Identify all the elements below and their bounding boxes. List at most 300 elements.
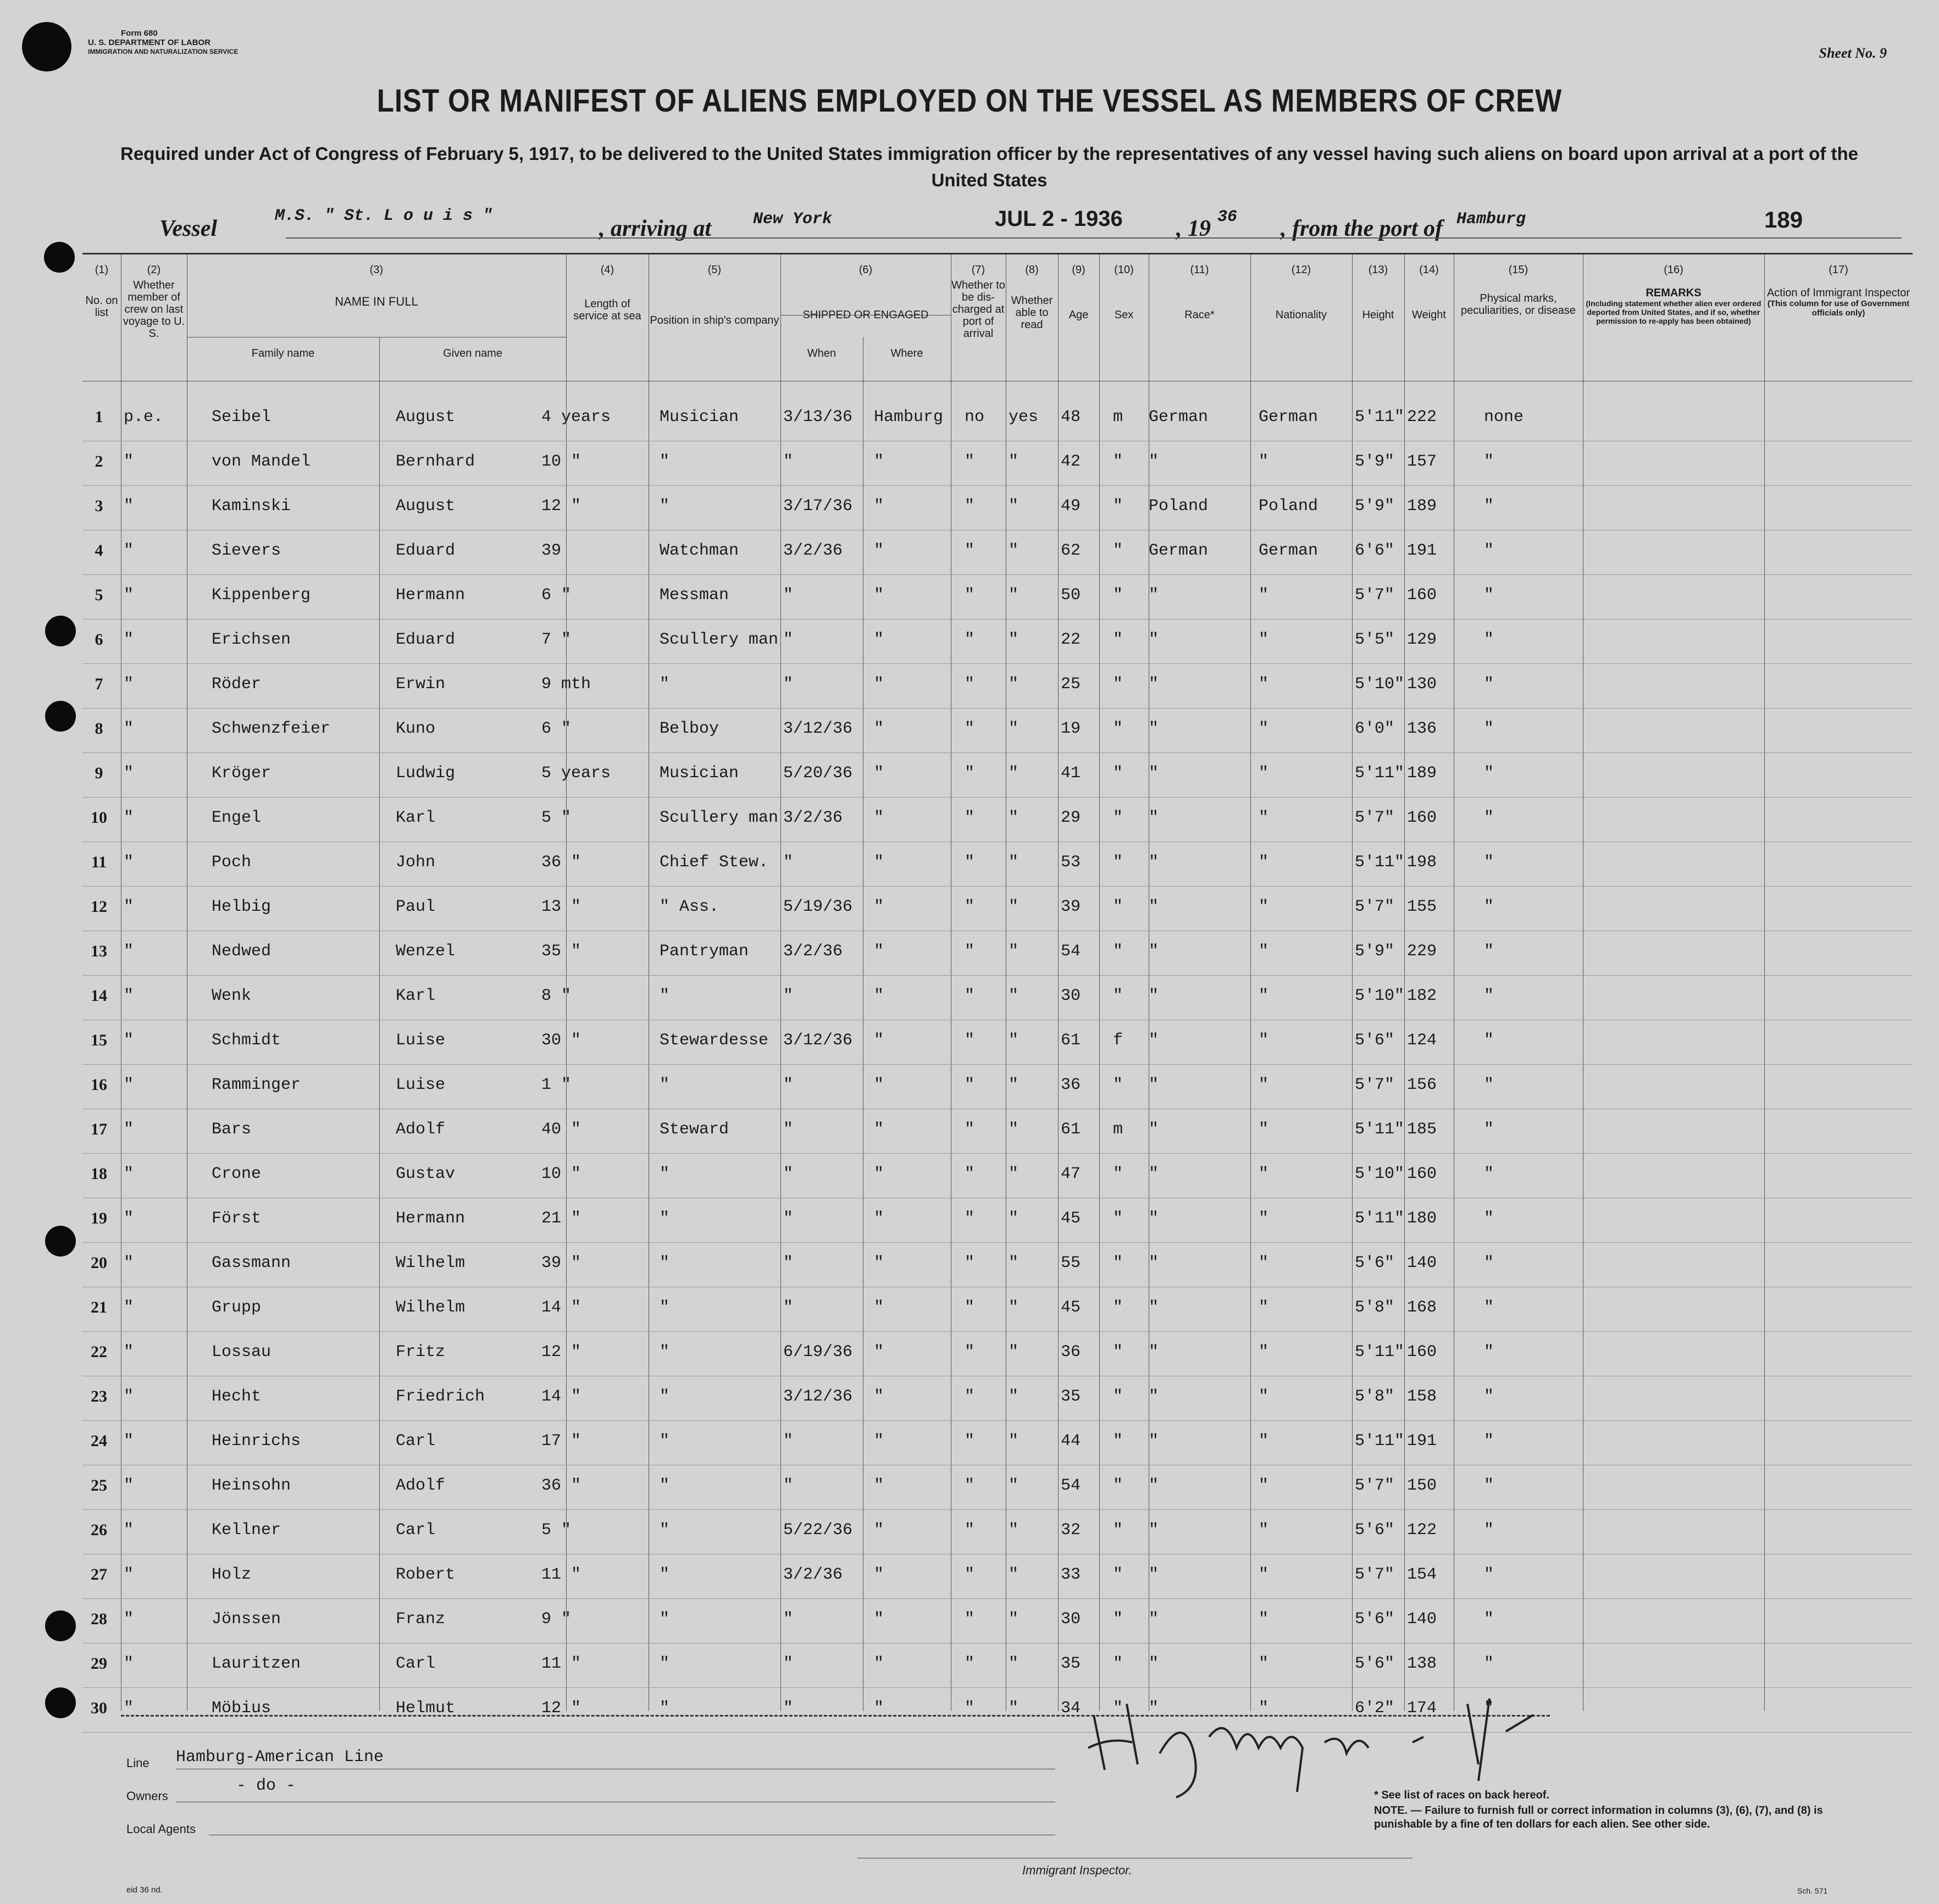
cell-age: 35 [1061, 1654, 1081, 1673]
table-row [82, 930, 1913, 976]
cell-position: Musician [660, 408, 739, 427]
cell-physical-marks: " [1484, 675, 1494, 694]
cell-height: 5'6" [1355, 1031, 1395, 1050]
cell-physical-marks: " [1484, 1387, 1494, 1406]
row-number: 4 [95, 541, 103, 560]
schedule-code: Sch. 571 [1797, 1886, 1828, 1895]
cell-prev-voyage: " [124, 1654, 134, 1673]
cell-discharged: " [965, 987, 975, 1005]
cell-physical-marks: " [1484, 942, 1494, 961]
cell-discharged: " [965, 1343, 975, 1361]
cell-position: Scullery man [660, 809, 779, 827]
cell-sex: " [1113, 853, 1123, 872]
penalty-note: NOTE. — Failure to furnish full or correct information in columns (3), (6), (7), and (8) is punishable by a fine of ten dollars for each alien. See other side. [1374, 1805, 1823, 1830]
cell-shipped-when: " [783, 1076, 794, 1094]
table-row [82, 1464, 1913, 1510]
cell-shipped-when: " [783, 586, 794, 605]
cell-shipped-when: " [783, 1165, 794, 1183]
cell-service-length: 12 " [541, 1343, 581, 1361]
cell-able-to-read: " [1009, 1476, 1019, 1495]
col-header-11: (11) Race* [1184, 264, 1215, 321]
cell-height: 5'6" [1355, 1610, 1395, 1629]
cell-sex: " [1113, 1610, 1123, 1629]
cell-discharged: " [965, 1031, 975, 1050]
cell-position: Messman [660, 586, 729, 605]
cell-discharged: " [965, 1209, 975, 1228]
table-row [82, 841, 1913, 887]
cell-height: 5'7" [1355, 1565, 1395, 1584]
cell-weight: 157 [1407, 452, 1437, 471]
cell-prev-voyage: " [124, 1076, 134, 1094]
cell-prev-voyage: " [124, 764, 134, 783]
cell-height: 5'8" [1355, 1298, 1395, 1317]
cell-discharged: " [965, 452, 975, 471]
col-header-3: (3) NAME IN FULL [335, 264, 418, 308]
cell-given-name: Ludwig [396, 764, 456, 783]
table-row [82, 1197, 1913, 1243]
cell-discharged: " [965, 1476, 975, 1495]
form-number: Form 680 [121, 29, 158, 38]
cell-height: 5'6" [1355, 1654, 1395, 1673]
cell-family-name: Hecht [212, 1387, 262, 1406]
cell-service-length: 9 " [541, 1610, 572, 1629]
cell-weight: 150 [1407, 1476, 1437, 1495]
cell-physical-marks: " [1484, 586, 1494, 605]
cell-family-name: Jönssen [212, 1610, 281, 1629]
subtitle: Required under Act of Congress of February 5, 1917, to be delivered to the United States immigration officer by the representatives of any vessel having such aliens on board upon arrival at a port of the United States [120, 143, 1858, 190]
cell-discharged: " [965, 1254, 975, 1272]
cell-position: " [660, 1476, 670, 1495]
cell-nationality: " [1259, 1432, 1269, 1451]
cell-sex: " [1113, 1076, 1123, 1094]
cell-race: " [1149, 809, 1159, 827]
cell-nationality: " [1259, 1209, 1269, 1228]
arrival-date-stamp: JUL 2 - 1936 [995, 207, 1123, 231]
cell-age: 39 [1061, 898, 1081, 916]
cell-family-name: Lauritzen [212, 1654, 301, 1673]
cell-height: 5'7" [1355, 1076, 1395, 1094]
cell-weight: 189 [1407, 497, 1437, 516]
cell-service-length: 36 " [541, 1476, 581, 1495]
punch-hole [44, 242, 75, 273]
cell-nationality: " [1259, 1254, 1269, 1272]
cell-shipped-where: " [874, 719, 884, 738]
cell-position: " [660, 1610, 670, 1629]
cell-prev-voyage: " [124, 1120, 134, 1139]
cell-age: 61 [1061, 1120, 1081, 1139]
table-row [82, 885, 1913, 931]
cell-height: 5'7" [1355, 809, 1395, 827]
cell-nationality: " [1259, 898, 1269, 916]
row-number: 27 [91, 1565, 107, 1584]
cell-family-name: Holz [212, 1565, 252, 1584]
cell-given-name: Eduard [396, 630, 456, 649]
cell-discharged: " [965, 586, 975, 605]
cell-age: 53 [1061, 853, 1081, 872]
cell-race: " [1149, 675, 1159, 694]
cell-service-length: 40 " [541, 1120, 581, 1139]
cell-given-name: Erwin [396, 675, 446, 694]
cell-position: " [660, 1254, 670, 1272]
cell-physical-marks: " [1484, 1654, 1494, 1673]
table-row [82, 485, 1913, 530]
cell-given-name: John [396, 853, 436, 872]
row-number: 1 [95, 408, 103, 426]
cell-service-length: 5 years [541, 764, 611, 783]
cell-sex: " [1113, 1209, 1123, 1228]
cell-shipped-when: 3/2/36 [783, 541, 843, 560]
cell-prev-voyage: " [124, 497, 134, 516]
cell-service-length: 5 " [541, 809, 572, 827]
cell-service-length: 11 " [541, 1565, 581, 1584]
cell-weight: 154 [1407, 1565, 1437, 1584]
cell-race: " [1149, 1387, 1159, 1406]
cell-prev-voyage: " [124, 809, 134, 827]
cell-given-name: Eduard [396, 541, 456, 560]
cell-race: " [1149, 1610, 1159, 1629]
cell-age: 62 [1061, 541, 1081, 560]
cell-position: " [660, 1387, 670, 1406]
cell-shipped-when: 3/13/36 [783, 408, 853, 427]
cell-service-length: 39 " [541, 1254, 581, 1272]
cell-race: " [1149, 452, 1159, 471]
cell-service-length: 11 " [541, 1654, 581, 1673]
cell-discharged: " [965, 1521, 975, 1540]
cell-shipped-when: 3/12/36 [783, 1387, 853, 1406]
row-number: 24 [91, 1432, 107, 1450]
cell-prev-voyage: " [124, 452, 134, 471]
cell-given-name: Robert [396, 1565, 456, 1584]
cell-nationality: " [1259, 1654, 1269, 1673]
cell-shipped-when: " [783, 1120, 794, 1139]
cell-physical-marks: " [1484, 1699, 1494, 1718]
cell-sex: " [1113, 630, 1123, 649]
cell-service-length: 14 " [541, 1387, 581, 1406]
cell-age: 30 [1061, 1610, 1081, 1629]
cell-nationality: German [1259, 408, 1318, 427]
cell-service-length: 17 " [541, 1432, 581, 1451]
cell-sex: " [1113, 675, 1123, 694]
table-row [82, 1331, 1913, 1376]
cell-height: 5'11" [1355, 1343, 1405, 1361]
cell-height: 5'11" [1355, 1120, 1405, 1139]
year-label: , 19 [1176, 216, 1211, 241]
row-number: 28 [91, 1610, 107, 1628]
cell-family-name: Helbig [212, 898, 272, 916]
col-header-3a: Family name [251, 347, 315, 359]
col-header-1: (1) No. on list [85, 264, 118, 319]
table-row [82, 1064, 1913, 1109]
table-row [82, 752, 1913, 798]
vessel-line [159, 204, 1808, 241]
cell-shipped-when: " [783, 452, 794, 471]
cell-given-name: August [396, 497, 456, 516]
cell-able-to-read: " [1009, 1565, 1019, 1584]
cell-family-name: Kellner [212, 1521, 281, 1540]
cell-weight: 191 [1407, 1432, 1437, 1451]
cell-given-name: Wilhelm [396, 1254, 466, 1272]
cell-age: 30 [1061, 987, 1081, 1005]
cell-service-length: 36 " [541, 853, 581, 872]
cell-shipped-when: 5/20/36 [783, 764, 853, 783]
cell-shipped-where: " [874, 452, 884, 471]
row-number: 26 [91, 1521, 107, 1539]
cell-sex: " [1113, 1254, 1123, 1272]
cell-discharged: " [965, 1699, 975, 1718]
col-header-7: (7) Whether to be dis-charged at port of arrival [951, 264, 1005, 340]
cell-discharged: " [965, 497, 975, 516]
cell-able-to-read: " [1009, 987, 1019, 1005]
cell-family-name: Poch [212, 853, 252, 872]
cell-shipped-where: " [874, 1387, 884, 1406]
cell-nationality: " [1259, 1120, 1269, 1139]
cell-service-length: 8 " [541, 987, 572, 1005]
table-row [82, 574, 1913, 619]
cell-nationality: Poland [1259, 497, 1318, 516]
cell-shipped-when: " [783, 630, 794, 649]
cell-sex: " [1113, 1699, 1123, 1718]
col-header-16: (16) REMARKS (Including statement whether alien ever ordered deported from United States, and if so, whether permission to re-apply has been obtained) [1586, 264, 1761, 325]
cell-weight: 136 [1407, 719, 1437, 738]
cell-race: " [1149, 1120, 1159, 1139]
cell-prev-voyage: " [124, 1476, 134, 1495]
cell-able-to-read: " [1009, 764, 1019, 783]
cell-position: " [660, 987, 670, 1005]
cell-prev-voyage: " [124, 1031, 134, 1050]
cell-service-length: 30 " [541, 1031, 581, 1050]
cell-physical-marks: " [1484, 1209, 1494, 1228]
cell-given-name: Carl [396, 1432, 436, 1451]
cell-service-length: 10 " [541, 1165, 581, 1183]
cell-nationality: " [1259, 1031, 1269, 1050]
cell-position: " [660, 1343, 670, 1361]
cell-weight: 191 [1407, 541, 1437, 560]
cell-sex: " [1113, 1476, 1123, 1495]
table-row [82, 440, 1913, 486]
cell-race: " [1149, 1343, 1159, 1361]
cell-shipped-when: 3/17/36 [783, 497, 853, 516]
cell-prev-voyage: " [124, 719, 134, 738]
owners-label: Owners [126, 1789, 168, 1803]
cell-discharged: " [965, 1387, 975, 1406]
cell-position: " [660, 1521, 670, 1540]
cell-physical-marks: " [1484, 497, 1494, 516]
cell-prev-voyage: " [124, 1699, 134, 1718]
cell-able-to-read: " [1009, 1254, 1019, 1272]
cell-family-name: Kippenberg [212, 586, 311, 605]
cell-race: " [1149, 1565, 1159, 1584]
cell-physical-marks: " [1484, 1120, 1494, 1139]
cell-sex: " [1113, 1432, 1123, 1451]
cell-position: " [660, 1298, 670, 1317]
cell-given-name: Friedrich [396, 1387, 485, 1406]
cell-service-length: 14 " [541, 1298, 581, 1317]
row-number: 16 [91, 1076, 107, 1094]
cell-weight: 160 [1407, 1165, 1437, 1183]
cell-service-length: 12 " [541, 1699, 581, 1718]
cell-given-name: Franz [396, 1610, 446, 1629]
cell-discharged: " [965, 1120, 975, 1139]
cell-physical-marks: " [1484, 1565, 1494, 1584]
cell-weight: 168 [1407, 1298, 1437, 1317]
cell-position: " [660, 452, 670, 471]
cell-able-to-read: " [1009, 1343, 1019, 1361]
table-row [82, 529, 1913, 575]
cell-given-name: Wenzel [396, 942, 456, 961]
col-header-5: (5) Position in ship's company [650, 264, 779, 326]
cell-prev-voyage: p.e. [124, 408, 164, 427]
cell-sex: " [1113, 1387, 1123, 1406]
cell-race: " [1149, 898, 1159, 916]
cell-prev-voyage: " [124, 1254, 134, 1272]
cell-sex: " [1113, 942, 1123, 961]
page-title: LIST OR MANIFEST OF ALIENS EMPLOYED ON THE VESSEL AS MEMBERS OF CREW [376, 83, 1563, 119]
cell-able-to-read: " [1009, 1120, 1019, 1139]
cell-age: 36 [1061, 1076, 1081, 1094]
cell-discharged: " [965, 809, 975, 827]
cell-family-name: Engel [212, 809, 262, 827]
cell-shipped-when: " [783, 853, 794, 872]
cell-race: " [1149, 1209, 1159, 1228]
cell-weight: 130 [1407, 675, 1437, 694]
col-header-14: (14) Weight [1412, 264, 1446, 321]
cell-weight: 180 [1407, 1209, 1437, 1228]
cell-sex: " [1113, 987, 1123, 1005]
cell-prev-voyage: " [124, 1165, 134, 1183]
cell-family-name: Nedwed [212, 942, 272, 961]
cell-weight: 156 [1407, 1076, 1437, 1094]
cell-nationality: " [1259, 1699, 1269, 1718]
cell-height: 5'9" [1355, 452, 1395, 471]
cell-discharged: " [965, 853, 975, 872]
punch-hole [45, 1610, 76, 1641]
cell-sex: " [1113, 541, 1123, 560]
cell-able-to-read: " [1009, 1654, 1019, 1673]
cell-height: 5'7" [1355, 898, 1395, 916]
cell-nationality: " [1259, 675, 1269, 694]
cell-nationality: " [1259, 1343, 1269, 1361]
cell-physical-marks: " [1484, 809, 1494, 827]
cell-physical-marks: " [1484, 1165, 1494, 1183]
row-number: 23 [91, 1387, 107, 1405]
row-number: 2 [95, 452, 103, 471]
cell-nationality: " [1259, 764, 1269, 783]
cell-prev-voyage: " [124, 1432, 134, 1451]
cell-shipped-where: " [874, 1120, 884, 1139]
cell-prev-voyage: " [124, 675, 134, 694]
cell-discharged: " [965, 764, 975, 783]
cell-sex: " [1113, 898, 1123, 916]
cell-race: " [1149, 1699, 1159, 1718]
cell-discharged: no [965, 408, 985, 427]
cell-sex: " [1113, 586, 1123, 605]
cell-service-length: 10 " [541, 452, 581, 471]
cell-shipped-when: " [783, 1610, 794, 1629]
cell-able-to-read: " [1009, 1031, 1019, 1050]
cell-shipped-where: Hamburg [874, 408, 944, 427]
cell-weight: 198 [1407, 853, 1437, 872]
cell-position: " [660, 1654, 670, 1673]
cell-age: 54 [1061, 1476, 1081, 1495]
cell-service-length: 13 " [541, 898, 581, 916]
row-number: 17 [91, 1120, 107, 1138]
cell-race: " [1149, 1165, 1159, 1183]
cell-race: " [1149, 764, 1159, 783]
cell-height: 5'10" [1355, 987, 1405, 1005]
cell-given-name: Luise [396, 1076, 446, 1094]
cell-sex: f [1113, 1031, 1123, 1050]
row-number: 15 [91, 1031, 107, 1049]
cell-able-to-read: " [1009, 1432, 1019, 1451]
cell-shipped-where: " [874, 898, 884, 916]
table-row [82, 1286, 1913, 1332]
cell-position: Musician [660, 764, 739, 783]
row-number: 25 [91, 1476, 107, 1495]
cell-able-to-read: " [1009, 1209, 1019, 1228]
cell-race: German [1149, 408, 1209, 427]
cell-nationality: " [1259, 1076, 1269, 1094]
cell-shipped-where: " [874, 987, 884, 1005]
cell-age: 25 [1061, 675, 1081, 694]
cell-shipped-when: 5/22/36 [783, 1521, 853, 1540]
cell-height: 5'8" [1355, 1387, 1395, 1406]
cell-discharged: " [965, 675, 975, 694]
punch-hole [45, 1687, 76, 1718]
cell-weight: 124 [1407, 1031, 1437, 1050]
cell-physical-marks: " [1484, 1298, 1494, 1317]
table-row [82, 663, 1913, 709]
cell-race: " [1149, 1432, 1159, 1451]
cell-discharged: " [965, 1565, 975, 1584]
cell-physical-marks: " [1484, 1521, 1494, 1540]
cell-physical-marks: " [1484, 1343, 1494, 1361]
row-number: 9 [95, 764, 103, 782]
cell-age: 34 [1061, 1699, 1081, 1718]
cell-weight: 160 [1407, 1343, 1437, 1361]
cell-race: " [1149, 1298, 1159, 1317]
cell-weight: 158 [1407, 1387, 1437, 1406]
table-row [82, 1019, 1913, 1065]
cell-shipped-where: " [874, 1343, 884, 1361]
cell-height: 5'9" [1355, 942, 1395, 961]
cell-shipped-when: 3/2/36 [783, 942, 843, 961]
col-header-3b: Given name [443, 347, 502, 359]
cell-position: " Ass. [660, 898, 719, 916]
cell-nationality: " [1259, 586, 1269, 605]
cell-prev-voyage: " [124, 630, 134, 649]
cell-prev-voyage: " [124, 1565, 134, 1584]
cell-shipped-where: " [874, 630, 884, 649]
punch-hole [45, 701, 76, 732]
cell-physical-marks: " [1484, 1076, 1494, 1094]
col-header-10: (10) Sex [1114, 264, 1134, 321]
cell-nationality: " [1259, 719, 1269, 738]
cell-position: Belboy [660, 719, 719, 738]
col-header-6b: Where [890, 347, 923, 359]
cell-shipped-where: " [874, 1476, 884, 1495]
cell-nationality: " [1259, 1565, 1269, 1584]
col-header-17: (17) Action of Immigrant Inspector (This column for use of Government officials only) [1766, 264, 1910, 318]
cell-sex: " [1113, 497, 1123, 516]
cell-service-length: 5 " [541, 1521, 572, 1540]
cell-shipped-where: " [874, 1699, 884, 1718]
cell-prev-voyage: " [124, 1298, 134, 1317]
cell-service-length: 1 " [541, 1076, 572, 1094]
table-row [82, 1687, 1913, 1733]
cell-position: Stewardesse [660, 1031, 769, 1050]
print-code: eid 36 nd. [126, 1885, 163, 1895]
row-number: 18 [91, 1165, 107, 1183]
